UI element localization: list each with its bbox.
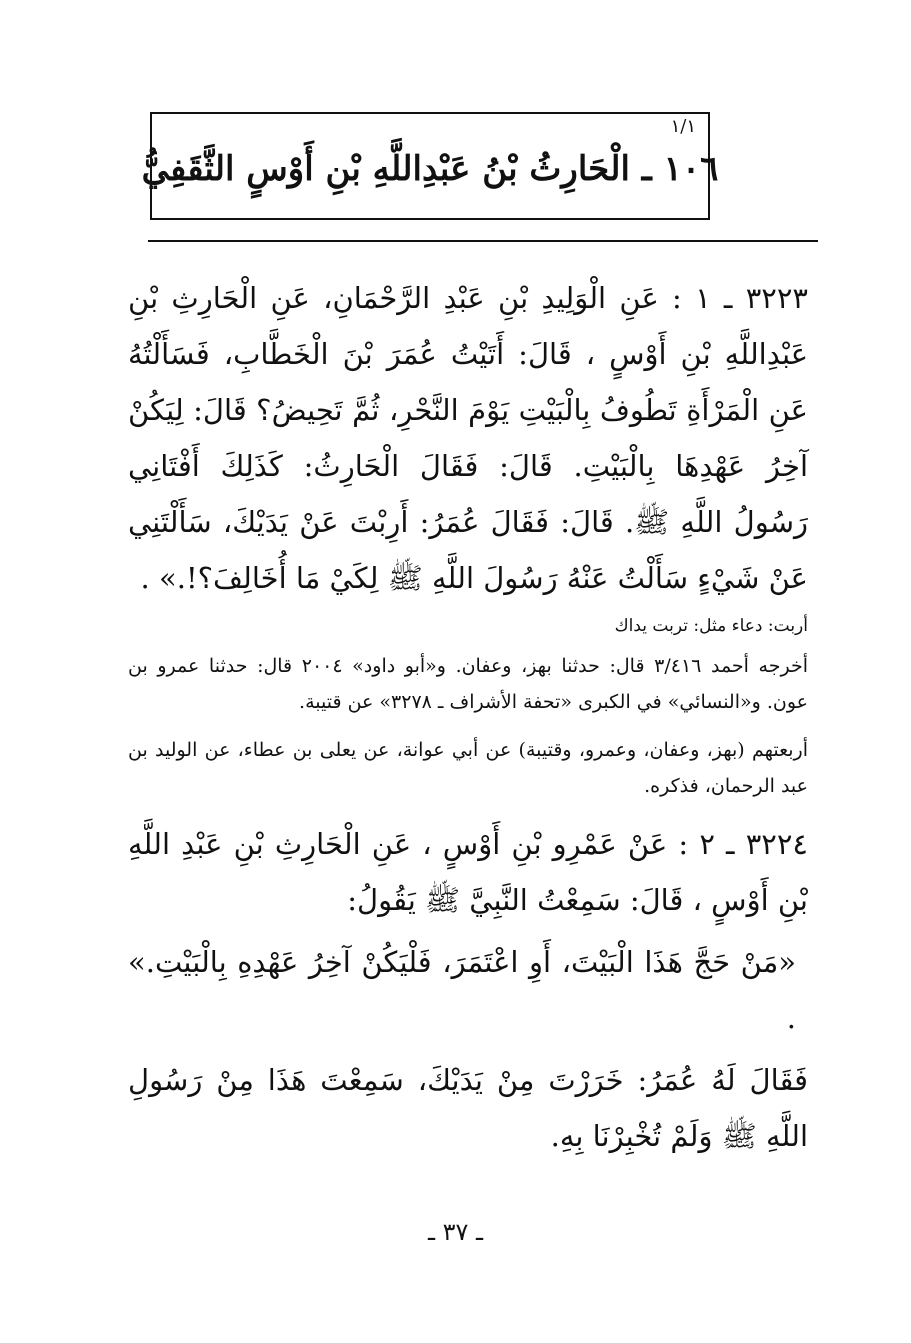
- chapter-title-box: [141, 112, 719, 220]
- main-content: [128, 270, 808, 1164]
- corner-mark: ١/١: [670, 116, 696, 137]
- hadith-3224-intro: ٣٢٢٤ ـ ٢ : عَنْ عَمْرِو بْنِ أَوْسٍ ، عَنِ الْحَارِثِ بْنِ عَبْدِ اللَّهِ بْنِ أَوْسٍ ، قَالَ: سَمِعْتُ النَّبِيَّ ﷺ يَقُولُ:: [128, 827, 808, 917]
- hadith-3224-continuation: فَقَالَ لَهُ عُمَرُ: خَرَرْتَ مِنْ يَدَيْكَ، سَمِعْتَ هَذَا مِنْ رَسُولِ اللَّهِ ﷺ وَلَمْ تُخْبِرْنَا بِهِ.: [128, 1063, 808, 1153]
- chapter-title: ١٠٦ ـ الْحَارِثُ بْنُ عَبْدِاللَّهِ بْنِ أَوْسٍ الثَّقَفِيُّ: [141, 149, 719, 189]
- gloss-note: أربت: دعاء مثل: تربت يداك: [614, 616, 808, 636]
- hadith-3223: ٣٢٢٣ ـ ١ : عَنِ الْوَلِيدِ بْنِ عَبْدِ الرَّحْمَانِ، عَنِ الْحَارِثِ بْنِ عَبْدِاللَّهِ بْنِ أَوْسٍ ، قَالَ: أَتَيْتُ عُمَرَ بْنَ الْخَطَّابِ، فَسَأَلْتُهُ عَنِ الْمَرْأَةِ تَطُوفُ بِالْبَيْتِ يَوْمَ النَّحْرِ، ثُمَّ تَحِيضُ؟ قَالَ: لِيَكُنْ آخِرُ عَهْدِهَا بِالْبَيْتِ. قَالَ: فَقَالَ الْحَارِثُ: كَذَلِكَ أَفْتَانِي رَسُولُ اللَّهِ ﷺ. قَالَ: فَقَالَ عُمَرُ: أَرِبْتَ عَنْ يَدَيْكَ، سَأَلْتَنِي عَنْ شَيْءٍ سَأَلْتُ عَنْهُ رَسُولَ اللَّهِ ﷺ لِكَيْ مَا أُخَالِفَ؟!.» .: [128, 281, 808, 595]
- takhrij-paragraph-2: أربعتهم (بهز، وعفان، وعمرو، وقتيبة) عن أبي عوانة، عن يعلى بن عطاء، عن الوليد بن عبد الرحمان، فذكره.: [128, 739, 808, 797]
- hadith-3224-quote: «مَنْ حَجَّ هَذَا الْبَيْتَ، أَوِ اعْتَمَرَ، فَلْيَكُنْ آخِرُ عَهْدِهِ بِالْبَيْتِ.» .: [128, 945, 797, 1035]
- page-number: ـ ٣٧ ـ: [427, 1218, 484, 1246]
- title-rule: [148, 240, 818, 242]
- takhrij-paragraph-1: أخرجه أحمد ٣/٤١٦ قال: حدثنا بهز، وعفان. و«أبو داود» ٢٠٠٤ قال: حدثنا عمرو بن عون. و«النسائي» في الكبرى «تحفة الأشراف ـ ٣٢٧٨» عن قتيبة.: [128, 655, 808, 713]
